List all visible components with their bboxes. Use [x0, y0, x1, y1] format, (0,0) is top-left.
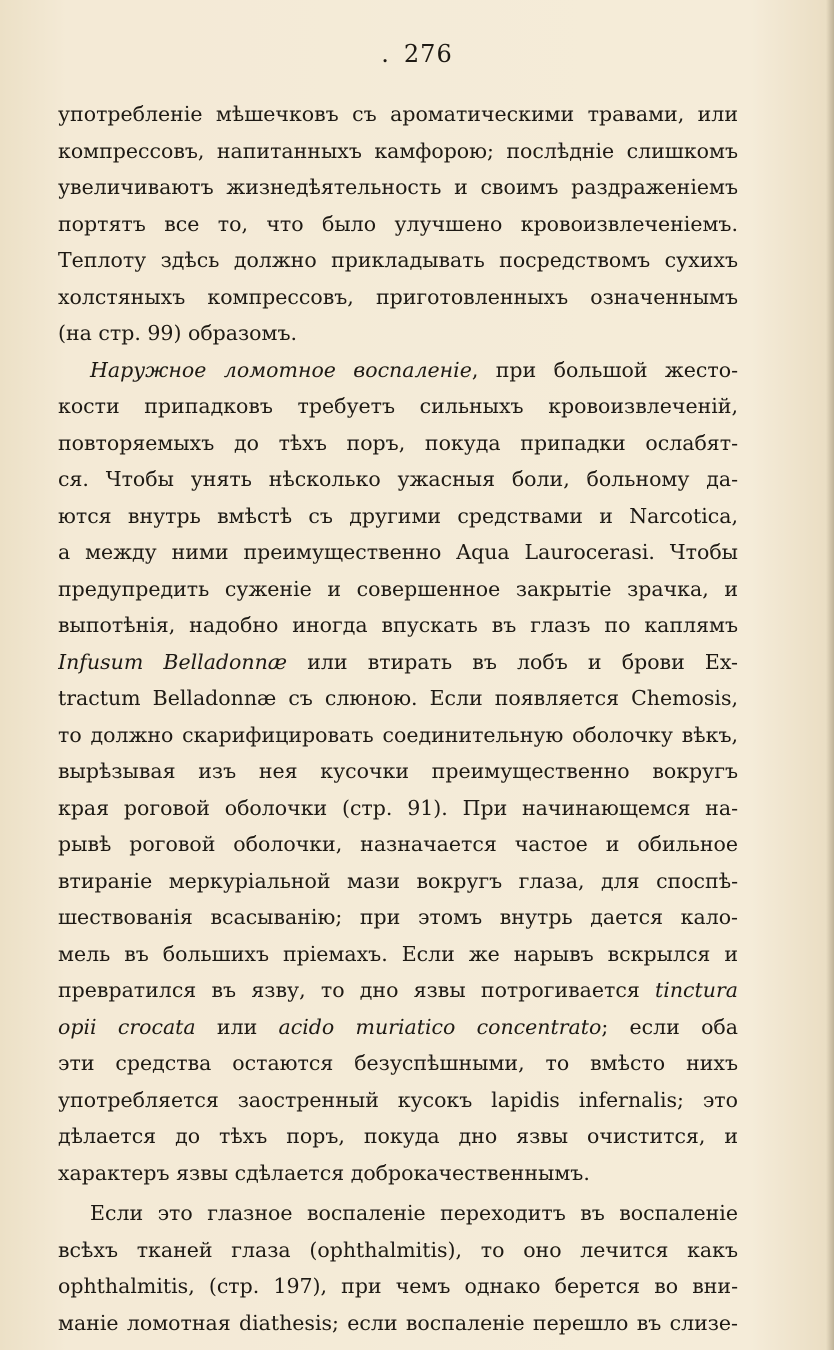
page-edge-shadow [826, 0, 834, 1350]
text-line [58, 644, 738, 681]
text-line [58, 1009, 738, 1046]
text-line: увеличиваютъ жизнедѣятельность и своимъ раздраженіемъ [58, 175, 738, 199]
text-line: ются внутрь вмѣстѣ съ другими средствами и Narcotica, [58, 503, 738, 528]
text-line: всѣхъ тканей глаза (ophthalmitis), то оно лечится какъ [58, 1237, 738, 1262]
page-number-prefix: . [381, 40, 390, 68]
italic-term: Infusum Belladonnæ [58, 649, 288, 674]
text-line: предупредить суженіе и совершенное закрытіе зрачка, и [58, 576, 738, 601]
text-line: повторяемыхъ до тѣхъ поръ, покуда припадки ослабят- [58, 430, 738, 455]
text-line [58, 352, 738, 389]
text-segment: или [195, 1014, 279, 1039]
text-line [58, 972, 738, 1009]
text-line: втираніе меркуріальной мази вокругъ глаза, для споспѣ- [58, 868, 738, 893]
text-line: кости припадковъ требуетъ сильныхъ кровоизвлеченій, [58, 394, 738, 418]
text-line: вырѣзывая изъ нея кусочки преимущественно вокругъ [58, 759, 738, 783]
text-segment: , при большой жесто- [471, 357, 738, 382]
text-line: tractum Belladonnæ съ слюною. Если появляется Chemosis, [58, 686, 738, 710]
text-line: рывѣ роговой оболочки, назначается частое и обильное [58, 832, 738, 856]
text-line: ся. Чтобы унять нѣсколько ужасныя боли, больному да- [58, 467, 738, 491]
text-line: холстяныхъ компрессовъ, приготовленныхъ означеннымъ [58, 284, 738, 309]
italic-term: tinctura [655, 978, 738, 1002]
page-number [0, 40, 834, 68]
text-line: портятъ все то, что было улучшено кровоизвлеченіемъ. [58, 211, 738, 236]
text-line: края роговой оболочки (стр. 91). При начинающемся на- [58, 795, 738, 820]
text-line: (на стр. 99) образомъ. [58, 321, 298, 345]
text-line: мель въ большихъ пріемахъ. Если же нарывъ вскрылся и [58, 941, 738, 966]
text-line: выпотѣнія, надобно иногда впускать въ глазъ по каплямъ [58, 613, 738, 637]
text-line: характеръ язвы сдѣлается доброкачественнымъ. [58, 1160, 590, 1185]
italic-heading: Наружное ломотное воспаленіе [90, 357, 472, 382]
text-segment: ; если оба [601, 1014, 738, 1039]
text-line: Если это глазное воспаленіе переходитъ въ воспаленіе [90, 1201, 738, 1225]
text-line: эти средства остаются безуспѣшными, то вмѣсто нихъ [58, 1051, 738, 1075]
text-line: маніе ломотная diathesis; если воспаленіе перешло въ слизе- [58, 1310, 738, 1335]
italic-term: acido muriatico concentrato [278, 1014, 602, 1039]
italic-term: opii crocata [58, 1014, 196, 1039]
text-segment: превратился въ язву, то дно язвы потрогивается [58, 978, 656, 1002]
text-line: шествованія всасыванію; при этомъ внутрь дается кало- [58, 905, 738, 929]
page-number-value: 276 [403, 40, 453, 68]
body-text [58, 96, 738, 1341]
text-line: ophthalmitis, (стр. 197), при чемъ однако берется во вни- [58, 1274, 738, 1298]
text-line: то должно скарифицировать соединительную оболочку вѣкъ, [58, 722, 738, 747]
text-segment: или втирать въ лобъ и брови Ex- [287, 649, 738, 674]
text-line: дѣлается до тѣхъ поръ, покуда дно язвы очистится, и [58, 1124, 738, 1148]
text-line: компрессовъ, напитанныхъ камфорою; послѣдніе слишкомъ [58, 138, 738, 163]
text-line: Теплоту здѣсь должно прикладывать посредствомъ сухихъ [58, 248, 738, 272]
text-line: употребленіе мѣшечковъ съ ароматическими травами, или [58, 102, 738, 126]
text-line: а между ними преимущественно Aqua Laurocerasi. Чтобы [58, 540, 738, 564]
text-line: употребляется заостренный кусокъ lapidis infernalis; это [58, 1087, 738, 1112]
